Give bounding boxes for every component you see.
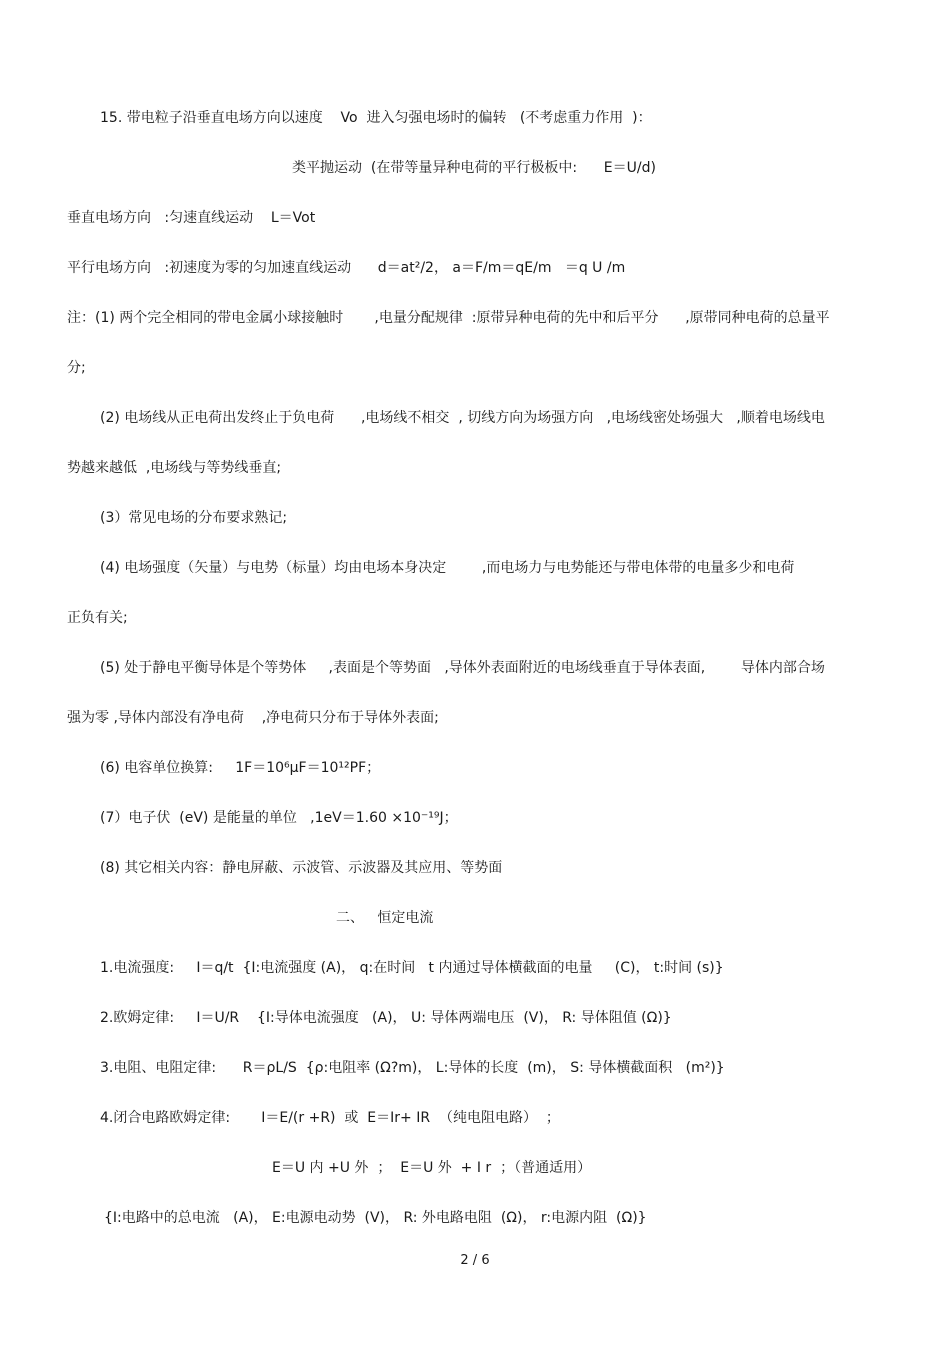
text-line-quasi-projectile: 类平抛运动 (在带等量异种电荷的平行极板中: E＝U/d) — [292, 160, 656, 176]
text-line-emf: E＝U 内 +U 外 ； E＝U 外 + I r ；（普通适用） — [272, 1160, 592, 1176]
text-line-note-3: (3）常见电场的分布要求熟记; — [100, 510, 288, 526]
text-line-note-1: 注：(1) 两个完全相同的带电金属小球接触时 ,电量分配规律 :原带异种电荷的先中和后平分 ,原带同种电荷的总量平 — [67, 310, 830, 326]
text-line-note-1-cont: 分; — [67, 360, 86, 376]
text-line-closed-circuit: 4.闭合电路欧姆定律: I＝E/(r +R) 或 E＝Ir+ IR （纯电阻电路） ； — [100, 1110, 560, 1126]
text-line-note-2-cont: 势越来越低 ,电场线与等势线垂直; — [67, 460, 282, 476]
text-line-note-4-cont: 正负有关; — [67, 610, 128, 626]
text-line-resistance: 3.电阻、电阻定律: R＝ρL/S {ρ:电阻率 (Ω?m)， L:导体的长度 (m)， S: 导体横截面积 (m²)} — [100, 1060, 725, 1076]
text-line-current: 1.电流强度: I＝q/t {I:电流强度 (A)， q:在时间 t 内通过导体横截面的电量 (C)， t:时间 (s)} — [100, 960, 724, 976]
text-line-parallel: 平行电场方向 :初速度为零的匀加速直线运动 d＝at²/2， a＝F/m＝qE/m ＝q U /m — [67, 260, 626, 276]
text-line-ohm: 2.欧姆定律: I＝U/R {I:导体电流强度 (A)， U: 导体两端电压 (V)， R: 导体阻值 (Ω)} — [100, 1010, 672, 1026]
text-line-note-6: (6) 电容单位换算: 1F＝10⁶μF＝10¹²PF； — [100, 760, 381, 776]
text-line-note-2: (2) 电场线从正电荷出发终止于负电荷 ,电场线不相交 , 切线方向为场强方向 ,电场线密处场强大 ,顺着电场线电 — [100, 410, 825, 426]
page-number: 2 / 6 — [460, 1253, 490, 1268]
text-line-15: 15. 带电粒子沿垂直电场方向以速度 Vo 进入匀强电场时的偏转 (不考虑重力作用 )： — [100, 110, 652, 126]
section-heading: 二、 恒定电流 — [336, 910, 434, 926]
text-line-perpendicular: 垂直电场方向 :匀速直线运动 L＝Vot — [67, 210, 316, 226]
text-line-definitions: {I:电路中的总电流 (A)， E:电源电动势 (V)， R: 外电路电阻 (Ω)， r:电源内阻 (Ω)} — [104, 1210, 647, 1226]
text-line-note-4: (4) 电场强度（矢量）与电势（标量）均由电场本身决定 ,而电场力与电势能还与带电体带的电量多少和电荷 — [100, 560, 795, 576]
text-line-note-7: (7）电子伏 (eV) 是能量的单位 ,1eV＝1.60 ×10⁻¹⁹J； — [100, 810, 458, 826]
text-line-note-5: (5) 处于静电平衡导体是个等势体 ,表面是个等势面 ,导体外表面附近的电场线垂直于导体表面, 导体内部合场 — [100, 660, 825, 676]
text-line-note-5-cont: 强为零 ,导体内部没有净电荷 ,净电荷只分布于导体外表面; — [67, 710, 439, 726]
text-line-note-8: (8) 其它相关内容：静电屏蔽、示波管、示波器及其应用、等势面 — [100, 860, 503, 876]
